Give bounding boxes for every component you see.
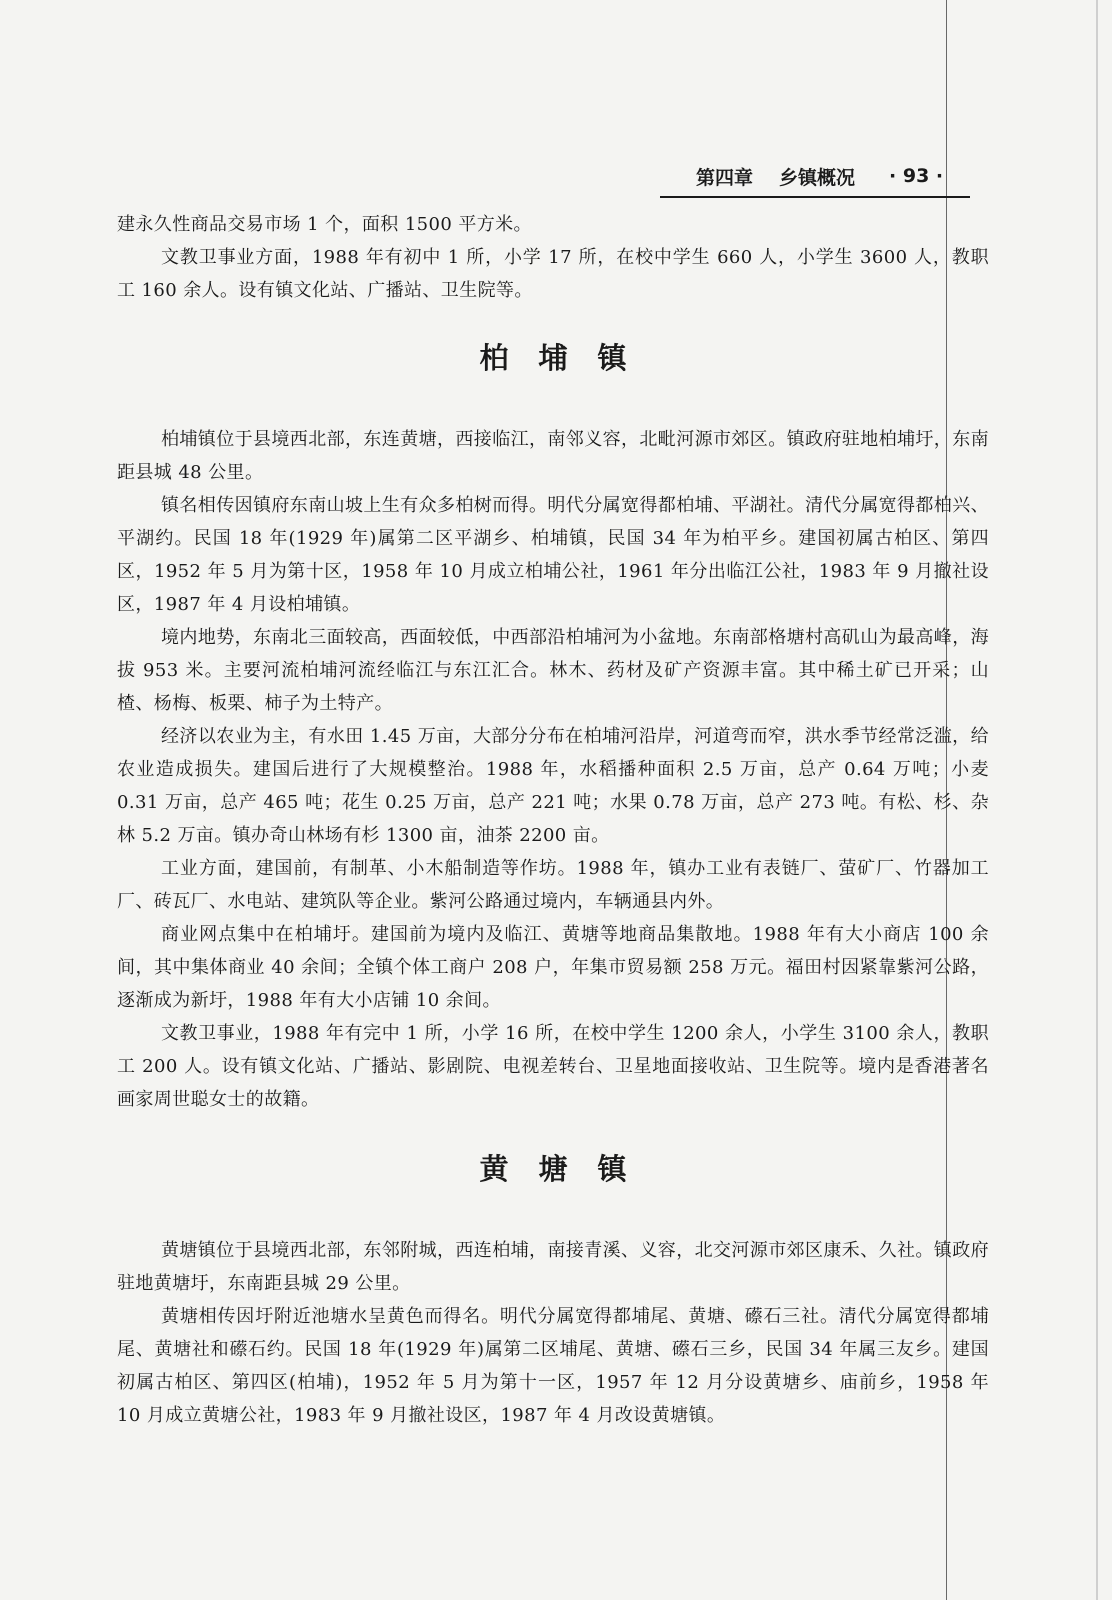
page-number: · 93 · (889, 165, 944, 187)
baipu-paragraph-5: 工业方面，建国前，有制革、小木船制造等作坊。1988 年，镇办工业有表链厂、萤矿厂、竹器加工厂、砖瓦厂、水电站、建筑队等企业。紫河公路通过境内，车辆通县内外。 (117, 858, 989, 912)
running-header (660, 160, 970, 192)
baipu-paragraph-3: 境内地势，东南北三面较高，西面较低，中西部沿柏埔河为小盆地。东南部格塘村高矶山为最高峰，海拔 953 米。主要河流柏埔河流经临江与东江汇合。林木、药材及矿产资源丰富。其中稀土矿已开采；山楂、杨梅、板栗、柿子为土特产。 (117, 627, 989, 714)
huangtang-paragraph-2: 黄塘相传因圩附近池塘水呈黄色而得名。明代分属宽得都埔尾、黄塘、礤石三社。清代分属宽得都埔尾、黄塘社和礤石约。民国 18 年(1929 年)属第二区埔尾、黄塘、礤石三乡，民国 34 年属三友乡。建国初属古柏区、第四区(柏埔)，1952 年 5 月为第十一区，1957 年 12 月分设黄塘乡、庙前乡，1958 年 10 月成立黄塘公社，1983 年 9 月撤社设区，1987 年 4 月改设黄塘镇。 (117, 1306, 989, 1426)
baipu-paragraph-7: 文教卫事业，1988 年有完中 1 所，小学 16 所，在校中学生 1200 余人，小学生 3100 余人，教职工 200 人。设有镇文化站、广播站、影剧院、电视差转台、卫星地面接收站、卫生院等。境内是香港著名画家周世聪女士的故籍。 (117, 1023, 989, 1110)
intro-paragraph-2: 文教卫事业方面，1988 年有初中 1 所，小学 17 所，在校中学生 660 人，小学生 3600 人，教职工 160 余人。设有镇文化站、广播站、卫生院等。 (117, 247, 989, 301)
scan-edge-line (1096, 0, 1098, 1600)
chapter-title: 乡镇概况 (779, 166, 856, 189)
page-body (117, 208, 989, 1432)
intro-paragraph-1: 建永久性商品交易市场 1 个，面积 1500 平方米。 (117, 214, 532, 235)
section-title-huangtang: 黄塘镇 (479, 1152, 657, 1186)
baipu-paragraph-4: 经济以农业为主，有水田 1.45 万亩，大部分分布在柏埔河沿岸，河道弯而窄，洪水季节经常泛滥，给农业造成损失。建国后进行了大规模整治。1988 年，水稻播种面积 2.5 万亩，总产 0.64 万吨；小麦 0.31 万亩，总产 465 吨；花生 0.25 万亩，总产 221 吨；水果 0.78 万亩，总产 273 吨。有松、杉、杂林 5.2 万亩。镇办奇山林场有杉 1300 亩，油茶 2200 亩。 (117, 726, 989, 846)
baipu-paragraph-1: 柏埔镇位于县境西北部，东连黄塘，西接临江，南邻义容，北毗河源市郊区。镇政府驻地柏埔圩，东南距县城 48 公里。 (117, 429, 989, 483)
header-rule (660, 196, 970, 198)
chapter-label: 第四章 (696, 166, 754, 189)
section-title-baipu: 柏埔镇 (479, 341, 657, 375)
baipu-paragraph-2: 镇名相传因镇府东南山坡上生有众多柏树而得。明代分属宽得都柏埔、平湖社。清代分属宽得都柏兴、平湖约。民国 18 年(1929 年)属第二区平湖乡、柏埔镇，民国 34 年为柏平乡。建国初属古柏区、第四区，1952 年 5 月为第十区，1958 年 10 月成立柏埔公社，1961 年分出临江公社，1983 年 9 月撤社设区，1987 年 4 月设柏埔镇。 (117, 495, 989, 615)
baipu-paragraph-6: 商业网点集中在柏埔圩。建国前为境内及临江、黄塘等地商品集散地。1988 年有大小商店 100 余间，其中集体商业 40 余间；全镇个体工商户 208 户，年集市贸易额 258 万元。福田村因紧靠紫河公路，逐渐成为新圩，1988 年有大小店铺 10 余间。 (117, 924, 989, 1011)
huangtang-paragraph-1: 黄塘镇位于县境西北部，东邻附城，西连柏埔，南接青溪、义容，北交河源市郊区康禾、久社。镇政府驻地黄塘圩，东南距县城 29 公里。 (117, 1240, 989, 1294)
